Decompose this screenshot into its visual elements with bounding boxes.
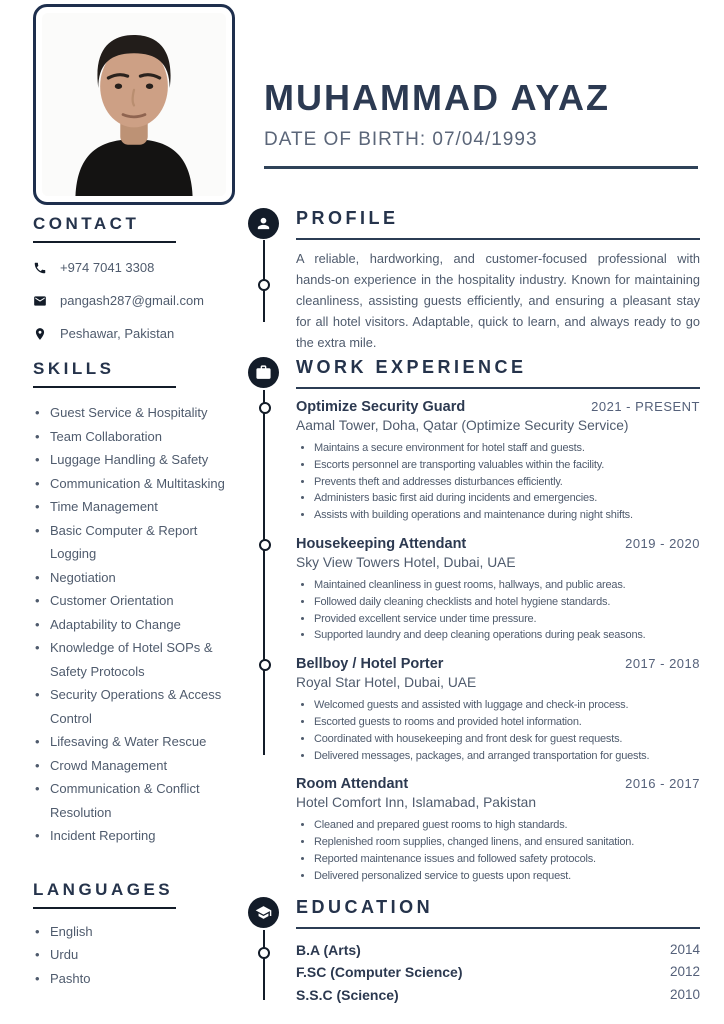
skill-item: • Time Management (33, 495, 235, 519)
skill-item: • Team Collaboration (33, 425, 235, 449)
job-bullets (296, 577, 700, 644)
job-header (296, 536, 700, 552)
degree: F.SC (Computer Science) (296, 964, 463, 981)
skill-item: • Incident Reporting (33, 824, 235, 848)
job-dates: 2016 - 2017 (625, 776, 700, 792)
skill-item: • Communication & Conflict Resolution (33, 777, 235, 824)
job-entry (296, 656, 700, 764)
language-item: • Urdu (33, 943, 235, 967)
work-experience-section (248, 357, 700, 885)
job-bullet: • Assists with building operations and maintenance during night shifts. (314, 507, 700, 524)
job-title: Room Attendant (296, 776, 409, 793)
right-column (248, 208, 700, 1006)
job-title: Optimize Security Guard (296, 399, 466, 415)
job-bullets (296, 440, 700, 524)
timeline-dot (259, 659, 271, 671)
job-bullet: • Coordinated with housekeeping and front desk for guest requests. (314, 731, 700, 748)
job-bullet: • Maintained cleanliness in guest rooms, hallways, and public areas. (314, 577, 700, 594)
education-entry (296, 939, 700, 962)
skill-item: • Luggage Handling & Safety (33, 448, 235, 472)
timeline-dot (259, 539, 271, 551)
job-bullet: • Welcomed guests and assisted with luggage and check-in process. (314, 697, 700, 714)
profile-text: A reliable, hardworking, and customer-focused professional with hands-on experience in the hospitality industry. Known for maintaining cleanliness, assisting guests efficiently, and ensuring a pleasant stay for all hotel visitors. Adaptable, quick to learn, and always ready to go the extra mile. (296, 251, 700, 350)
job-bullet: • Reported maintenance issues and followed safety protocols. (314, 851, 700, 868)
job-entry (296, 399, 700, 524)
candidate-name: MUHAMMAD AYAZ (264, 77, 611, 118)
phone-number: +974 7041 3308 (60, 260, 155, 275)
portrait-illustration (42, 13, 226, 196)
job-company: Sky View Towers Hotel, Dubai, UAE (296, 554, 516, 570)
job-bullet: • Prevents theft and addresses disturbances efficiently. (314, 474, 700, 491)
education-section (248, 897, 700, 1007)
work-experience-heading: WORK EXPERIENCE (296, 357, 700, 389)
timeline-dot (258, 947, 270, 959)
person-icon (248, 208, 279, 239)
job-bullet: • Escorted guests to rooms and provided hotel information. (314, 714, 700, 731)
degree: B.A (Arts) (296, 941, 361, 958)
graduation-cap-icon (248, 897, 279, 928)
language-item: • English (33, 920, 235, 944)
job-title: Housekeeping Attendant (296, 535, 467, 552)
languages-heading: LANGUAGES (33, 880, 176, 909)
degree-year: 2014 (669, 941, 700, 957)
education-entry (296, 984, 700, 1007)
skill-item: • Basic Computer & Report Logging (33, 519, 235, 566)
degree: S.S.C (Science) (296, 986, 399, 1003)
contact-section (33, 214, 235, 341)
left-column (33, 214, 235, 990)
job-entry (296, 776, 700, 884)
education-list (296, 939, 700, 1007)
language-item: • Pashto (33, 967, 235, 991)
skill-item: • Crowd Management (33, 754, 235, 778)
job-bullet: • Delivered messages, packages, and arranged transportation for guests. (314, 748, 700, 765)
job-bullet: • Replenished room supplies, changed linens, and ensured sanitation. (314, 834, 700, 851)
skill-item: • Communication & Multitasking (33, 472, 235, 496)
skill-item: • Guest Service & Hospitality (33, 401, 235, 425)
phone-icon (33, 261, 47, 275)
email-address: pangash287@gmail.com (60, 293, 205, 308)
job-bullet: • Followed daily cleaning checklists and hotel hygiene standards. (314, 594, 700, 611)
date-of-birth: DATE OF BIRTH: 07/04/1993 (264, 129, 538, 150)
contact-heading: CONTACT (33, 214, 176, 243)
skill-item: • Adaptability to Change (33, 613, 235, 637)
job-bullet: • Maintains a secure environment for hotel staff and guests. (314, 440, 700, 457)
job-dates: 2019 - 2020 (625, 535, 700, 551)
portrait-photo (42, 13, 226, 196)
skill-item: • Security Operations & Access Control (33, 683, 235, 730)
job-company: Royal Star Hotel, Dubai, UAE (296, 675, 477, 691)
timeline-dot (259, 402, 271, 414)
job-bullet: • Cleaned and prepared guest rooms to high standards. (314, 817, 700, 834)
job-company: Hotel Comfort Inn, Islamabad, Pakistan (296, 795, 537, 811)
header-divider (264, 166, 698, 169)
job-bullet: • Delivered personalized service to guests upon request. (314, 868, 700, 885)
job-bullets (296, 817, 700, 884)
job-company: Aamal Tower, Doha, Qatar (Optimize Security Service) (296, 418, 629, 433)
job-title: Bellboy / Hotel Porter (296, 656, 444, 673)
languages-section (33, 880, 235, 991)
contact-item-phone (33, 260, 235, 275)
profile-heading: PROFILE (296, 208, 700, 240)
education-entry (296, 961, 700, 984)
jobs-list (296, 399, 700, 885)
skill-item: • Negotiation (33, 566, 235, 590)
job-header (296, 656, 700, 672)
job-header (296, 399, 700, 415)
skill-item: • Customer Orientation (33, 589, 235, 613)
profile-section (248, 208, 700, 353)
contact-item-location (33, 326, 235, 341)
briefcase-icon (248, 357, 279, 388)
languages-list (33, 920, 235, 991)
job-entry (296, 536, 700, 644)
degree-year: 2010 (669, 986, 700, 1002)
job-bullet: • Provided excellent service under time pressure. (314, 611, 700, 628)
location-text: Peshawar, Pakistan (60, 326, 175, 341)
job-header (296, 776, 700, 792)
timeline-line (263, 390, 265, 755)
location-pin-icon (33, 327, 47, 341)
photo-frame (33, 4, 235, 205)
job-bullet: • Escorts personnel are transporting valuables within the facility. (314, 457, 700, 474)
job-bullet: • Supported laundry and deep cleaning operations during peak seasons. (314, 627, 700, 644)
skills-section (33, 359, 235, 848)
header (264, 77, 698, 169)
job-bullet: • Administers basic first aid during incidents and emergencies. (314, 490, 700, 507)
timeline-dot (258, 279, 270, 291)
email-icon (33, 294, 47, 308)
job-dates: 2017 - 2018 (625, 656, 700, 672)
contact-item-email (33, 293, 235, 308)
timeline-line (263, 930, 265, 1000)
skill-item: • Lifesaving & Water Rescue (33, 730, 235, 754)
skills-list (33, 401, 235, 848)
contact-list (33, 260, 235, 341)
skills-heading: SKILLS (33, 359, 176, 388)
job-bullets (296, 697, 700, 764)
education-heading: EDUCATION (296, 897, 700, 929)
degree-year: 2012 (669, 964, 700, 980)
skill-item: • Knowledge of Hotel SOPs & Safety Protocols (33, 636, 235, 683)
job-dates: 2021 - PRESENT (591, 399, 700, 414)
